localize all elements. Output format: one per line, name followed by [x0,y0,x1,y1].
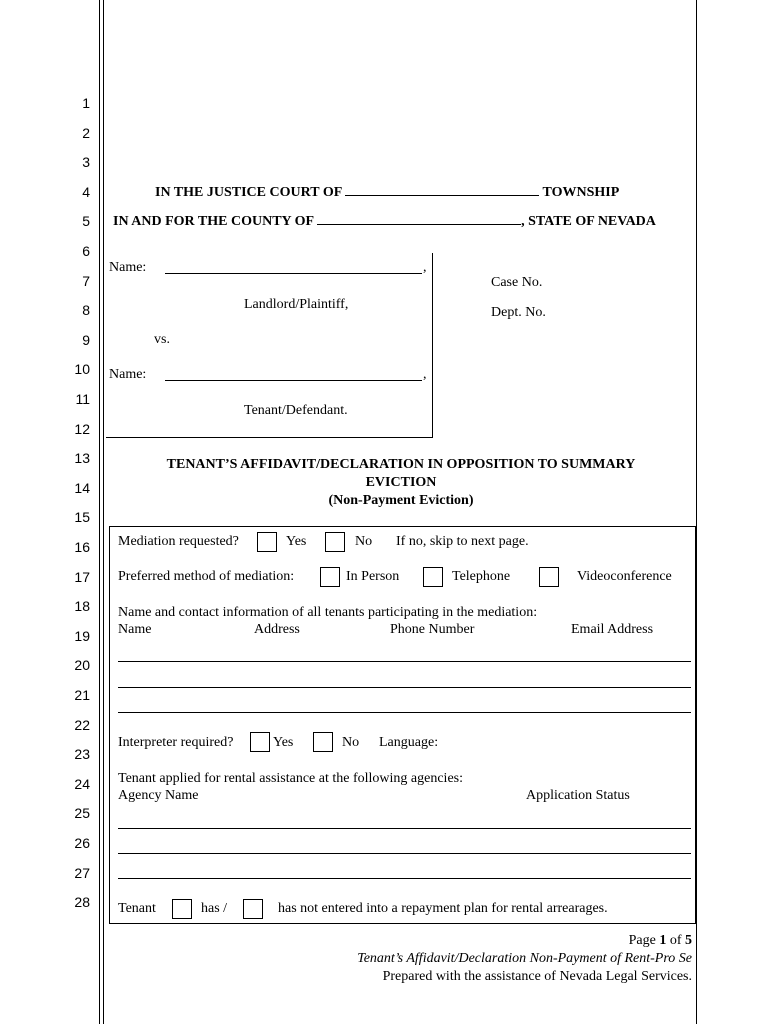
line-number: 1 [82,95,90,111]
line-number: 24 [74,775,90,792]
interpreter-yes-label: Yes [273,735,294,750]
court-heading-line-2: IN AND FOR THE COUNTY OF , STATE OF NEVADA [113,214,656,229]
telephone-label: Telephone [452,569,511,584]
tenant-entry-line-1[interactable] [118,661,691,662]
tenant-entry-line-2[interactable] [118,687,691,688]
in-person-checkbox[interactable] [320,567,340,587]
application-status-header: Application Status [526,788,630,803]
left-margin-rule-outer [99,0,100,1024]
page-indicator: Page 1 of 5 [628,933,692,948]
line-number: 9 [82,331,90,348]
telephone-checkbox[interactable] [423,567,443,587]
plaintiff-name-label: Name: [109,260,147,275]
defendant-name-line[interactable] [165,380,422,381]
line-number: 5 [82,213,90,230]
line-number: 25 [74,805,90,822]
agency-entry-line-1[interactable] [118,828,691,829]
col-email-header: Email Address [571,622,654,637]
line-number: 13 [74,450,90,467]
line-number: 11 [75,391,90,407]
right-margin-rule [696,0,697,1024]
plaintiff-comma: , [423,260,427,275]
versus-text: vs. [154,332,170,347]
repayment-has-checkbox[interactable] [172,899,192,919]
line-number: 17 [74,568,90,585]
skip-note: If no, skip to next page. [396,534,529,549]
interpreter-no-label: No [342,735,360,750]
defendant-role: Tenant/Defendant. [244,403,348,418]
page-number: 1 [659,933,667,948]
agency-name-header: Agency Name [118,788,199,803]
interpreter-yes-checkbox[interactable] [250,732,270,752]
mediation-yes-label: Yes [286,534,307,549]
mediation-form-box [109,526,696,924]
in-person-label: In Person [346,569,400,584]
document-title-line-2: EVICTION [365,475,437,490]
mediation-requested-label: Mediation requested? [118,534,239,549]
language-label: Language: [379,735,439,750]
line-number: 19 [74,627,90,644]
line-number: 3 [82,154,90,171]
col-name-header: Name [118,622,152,637]
plaintiff-role: Landlord/Plaintiff, [244,297,349,312]
line-number: 12 [74,420,90,437]
tenants-info-label: Name and contact information of all tenants participating in the mediation: [118,605,538,620]
case-number-label: Case No. [491,275,543,290]
line-number: 7 [82,272,90,289]
line-number: 20 [74,657,90,674]
line-number: 27 [74,864,90,881]
line-number: 4 [82,183,90,200]
preferred-method-label: Preferred method of mediation: [118,569,295,584]
caption-divider [432,253,433,437]
line-number: 28 [74,894,90,911]
rental-assistance-label: Tenant applied for rental assistance at the following agencies: [118,771,464,786]
mediation-no-label: No [355,534,373,549]
interpreter-no-checkbox[interactable] [313,732,333,752]
caption-bottom-rule [106,437,433,438]
col-phone-header: Phone Number [390,622,475,637]
plaintiff-name-line[interactable] [165,273,422,274]
line-number: 23 [74,746,90,763]
township-blank[interactable] [345,183,539,196]
defendant-comma: , [423,367,427,382]
line-number: 10 [74,361,90,378]
line-number: 15 [74,509,90,526]
has-label: has / [201,901,228,916]
line-number: 22 [74,716,90,733]
mediation-no-checkbox[interactable] [325,532,345,552]
videoconference-label: Videoconference [577,569,672,584]
footer-doc-title: Tenant’s Affidavit/Declaration Non-Payment of Rent-Pro Se [357,951,692,966]
dept-number-label: Dept. No. [491,305,546,320]
court-heading-line-1: IN THE JUSTICE COURT OF TOWNSHIP [155,185,620,200]
has-not-label: has not entered into a repayment plan for rental arrearages. [278,901,608,916]
page-total: 5 [685,933,692,948]
footer-prepared-note: Prepared with the assistance of Nevada Legal Services. [382,969,692,984]
line-number: 6 [82,243,90,259]
document-title-line-3: (Non-Payment Eviction) [328,493,474,508]
document-title-line-1: TENANT’S AFFIDAVIT/DECLARATION IN OPPOSITION TO SUMMARY [166,457,636,472]
interpreter-label: Interpreter required? [118,735,234,750]
line-number: 2 [82,124,90,141]
county-blank[interactable] [317,212,521,225]
tenant-label: Tenant [118,901,156,916]
line-number: 26 [74,835,90,851]
videoconference-checkbox[interactable] [539,567,559,587]
defendant-name-label: Name: [109,367,147,382]
line-number: 18 [74,598,90,615]
line-number: 14 [74,479,90,496]
tenant-entry-line-3[interactable] [118,712,691,713]
repayment-has-not-checkbox[interactable] [243,899,263,919]
line-number: 8 [82,302,90,319]
line-number: 21 [74,687,90,703]
agency-entry-line-2[interactable] [118,853,691,854]
left-margin-rule-inner [103,0,104,1024]
agency-entry-line-3[interactable] [118,878,691,879]
col-address-header: Address [254,622,300,637]
line-number: 16 [74,539,90,555]
mediation-yes-checkbox[interactable] [257,532,277,552]
